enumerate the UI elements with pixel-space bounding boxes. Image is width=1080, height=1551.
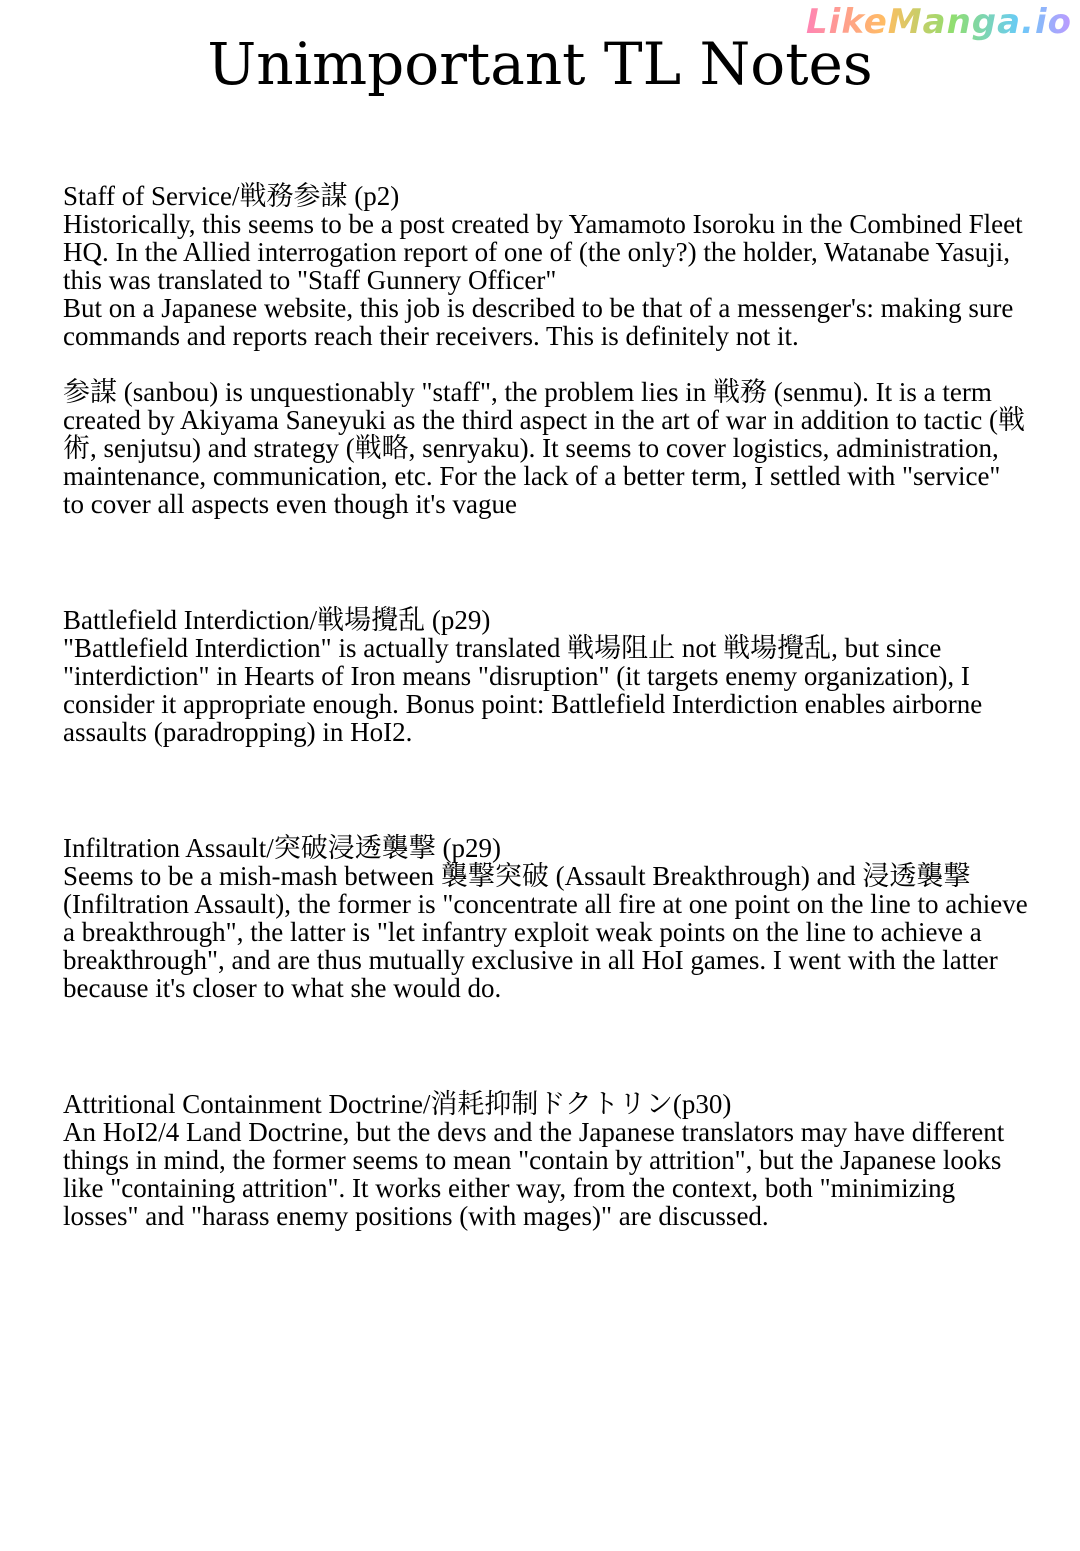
note-heading: Attritional Containment Doctrine/消耗抑制ドクトリン(p30) xyxy=(63,1089,732,1119)
note-paragraph: "Battlefield Interdiction" is actually translated 戦場阻止 not 戦場攪乱, but since "interdiction" in Hearts of Iron means "disruption" (it targets enemy organization), I consider it appropriate enough. Bonus point: Battlefield Interdiction enables airborne assaults (paradropping) in HoI2. xyxy=(63,633,983,747)
note-paragraph: Seems to be a mish-mash between 襲撃突破 (Assault Breakthrough) and 浸透襲撃 (Infiltration Assault), the former is "concentrate all fire at one point on the line to achieve a breakthrough", the latter is "let infantry exploit weak points on the line to achieve a breakthrough", and are thus mutually exclusive in all HoI games. I went with the latter because it's closer to what she would do. xyxy=(63,861,1028,1003)
note-infiltration-assault xyxy=(63,834,1028,1002)
note-staff-of-service xyxy=(63,182,1028,518)
note-paragraph: But on a Japanese website, this job is described to be that of a messenger's: making sure commands and reports reach their receivers. This is definitely not it. xyxy=(63,293,1014,351)
note-battlefield-interdiction xyxy=(63,606,1028,746)
note-paragraph: 参謀 (sanbou) is unquestionably "staff", the problem lies in 戦務 (senmu). It is a term created by Akiyama Saneyuki as the third aspect in the art of war in addition to tactic (戦術, senjutsu) and strategy (戦略, senryaku). It seems to cover logistics, administration, maintenance, communication, etc. For the lack of a better term, I settled with "service" to cover all aspects even though it's vague xyxy=(63,377,1025,519)
note-heading: Infiltration Assault/突破浸透襲撃 (p29) xyxy=(63,833,501,863)
note-paragraph: An HoI2/4 Land Doctrine, but the devs and the Japanese translators may have different things in mind, the former seems to mean "contain by attrition", but the Japanese looks like "containing attrition". It works either way, from the context, both "minimizing losses" and "harass enemy positions (with mages)" are discussed. xyxy=(63,1117,1005,1231)
note-paragraph: Historically, this seems to be a post created by Yamamoto Isoroku in the Combined Fleet HQ. In the Allied interrogation report of one of (the only?) the holder, Watanabe Yasuji, this was translated to "Staff Gunnery Officer" xyxy=(63,209,1023,295)
note-heading: Staff of Service/戦務参謀 (p2) xyxy=(63,181,400,211)
notes-content xyxy=(63,182,1028,1230)
page-title: Unimportant TL Notes xyxy=(207,30,873,98)
site-watermark: LikeManga.io xyxy=(806,2,1072,42)
note-heading: Battlefield Interdiction/戦場攪乱 (p29) xyxy=(63,605,491,635)
note-attritional-containment xyxy=(63,1090,1028,1230)
